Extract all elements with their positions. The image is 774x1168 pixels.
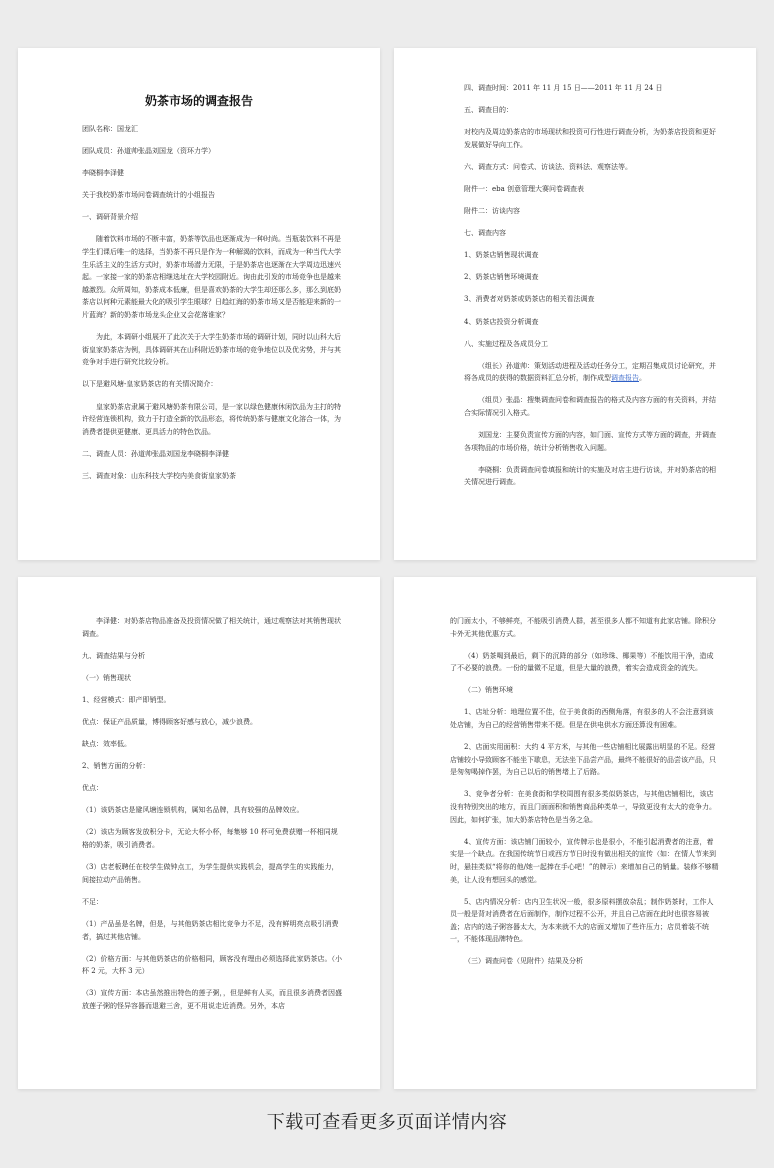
report-subtitle: 关于我校奶茶市场问卷调查统计的小组报告 [82,191,215,200]
attachment-1: 附件一：eba 创意管理大赛问卷调查表 [464,184,585,193]
shortcomings-label: 不足： [82,897,103,906]
team-members: 团队成员：孙道帅张晶刘国龙（资环力学） [82,147,215,156]
model-advantage: 优点：保证产品质量，博得顾客好感与放心，减少浪费。 [82,717,257,726]
member-liu-duty: 刘国龙：主要负责宣传方面的内容，如门面、宣传方式等方面的调查，并调查各项物品的市场价格，统计分析销售收入问题。 [464,431,716,452]
survey-content-heading: 七、调查内容 [464,229,506,238]
page-1-body [82,123,344,482]
content-item-2: 2、奶茶店销售环境调查 [464,273,539,282]
shortcoming-3-cont: 的门面太小，不够鲜亮，不能吸引消费人群，甚至很多人都不知道有此家店铺。除积分卡外无其他优惠方式。 [450,617,716,638]
results-heading: 九、调查结果与分析 [82,651,145,660]
competitor-analysis: 3、竞争者分析：在美食街和学校周围有很多类似奶茶店，与其他店铺相比，该店没有特别突出的地方，而且门面面积和销售商品种类单一，导致更没有太大的竞争力。因此，如何扩张，加大奶茶店特色是当务之急。 [450,790,716,824]
shop-area-analysis: 2、店面实用面积：大约 4 平方米，与其他一些店铺相比展露出明显的不足。经营店铺较小导致顾客不能坐下歇息，无法坐下品尝产品，最终不能很好的品尝该产品，只是匆匆喝掉作罢，为自己以后的销售堵上了后路。 [450,743,716,777]
section-heading-background: 一、调研背景介绍 [82,213,138,222]
intro-heading: 以下是避风塘-皇家奶茶店的有关情况简介： [82,380,218,389]
shop-intro-paragraph: 皇家奶茶店隶属于避风塘奶茶有限公司，是一家以绿色健康休闲饮品为主打的特许经营连锁机构，致力于打造全新的饮品形态，将传统奶茶与健康文化溶合一体，为消费者提供更健康、更具活力的特色饮品。 [82,402,341,436]
leader-duty [464,360,720,385]
plan-paragraph: 为此，本调研小组展开了此次关于大学生奶茶市场的调研计划，同时以山科大后街皇家奶茶店为例，具体调研其在山科附近奶茶市场的竞争地位以及优劣势，并与其竞争对手进行研究比较分析。 [82,333,341,367]
store-condition-analysis: 5、店内情况分析：店内卫生状况一般，很多原料摆放杂乱；制作奶茶时，工作人员一般是背对消费者在后面制作，制作过程不公开，并且自己店面在此时也很容易被盖；店内的选子粥容器太大，为本来就不大的店面又增加了些许压力；店员着装不统一，不能体现品牌特色。 [450,897,714,944]
shortcoming-3: （3）宣传方面：本店虽然推出特色的莲子粥，，但是鲜有人买，而且很多消费者因盛放莲子粥的怪异容器而退避三舍，更不用说走近消费。另外，本店 [82,989,342,1010]
document-title: 奶茶市场的调查报告 [144,94,253,108]
document-page-2 [394,48,756,560]
advantage-2: （2）该店为顾客发放积分卡，无论大杯小杯，每集够 10 杯可免费获赠一杯相同规格的奶茶，吸引消费者。 [82,828,338,850]
promotion-analysis: 4、宣传方面：该店铺门面较小，宣传牌示也是很小，不能引起消费者的注意，着实是一个缺点。在我国传统节日或西方节日时没有做出相关的宣传（如：在情人节来到时，悬挂类似“将你的他/她一起捧在手心吧！”的牌示）来增加自己的销量。装修不够精美，让人没有想回头的感觉。 [450,837,719,884]
team-members-cont: 李晓桐李泽健 [82,169,124,178]
content-item-1: 1、奶茶店销售现状调查 [464,251,539,260]
member-lize-duty: 李泽健：对奶茶店物品准备及投资情况做了相关统计，通过观察法对其销售现状调查。 [82,617,341,638]
team-name: 团队名称：国龙汇 [82,125,138,133]
content-item-3: 3、消费者对奶茶或奶茶店的相关看法调查 [464,295,595,304]
location-analysis: 1、店址分析：地理位置不佳，位于美食街的西侧角落，有很多的人不会注意到该处店铺，为自己的经营销售带来不便。但是在供电供水方面还算没有困难。 [450,708,714,730]
download-more-caption[interactable]: 下载可查看更多页面详情内容 [266,1112,508,1133]
page-4-body [450,615,720,968]
advantages-label: 优点： [82,784,103,793]
survey-staff: 二、调查人员：孙道帅张晶刘国龙李晓桐李泽健 [82,449,229,458]
advantage-3: （3）店老板聘任在校学生做钟点工，为学生提供实践机会，提高学生的实践能力，间接拉动产品销售。 [82,863,339,884]
shortcoming-2: （2）价格方面：与其他奶茶店的价格相同，顾客没有理由必须选择此家奶茶店。（小杯 2 元，大杯 3 元） [82,954,342,976]
document-page-1 [18,48,380,560]
sales-analysis-heading: 2、销售方面的分析： [82,762,150,771]
questionnaire-heading: （三）调查问卷（见附件）结果及分析 [464,957,583,966]
page-3-body [82,615,344,1012]
survey-purpose-text: 对校内及周边奶茶店的市场现状和投资可行性进行调查分析，为奶茶店投资和更好发展做好导向工作。 [464,128,716,149]
division-heading: 八、实施过程及各成员分工 [464,339,548,348]
member-zhang-duty: （组员）张晶：搜集调查问卷和调查报告的格式及内容方面的有关资料，并结合实际情况引入格式。 [464,396,716,417]
background-paragraph: 随着饮料市场的不断丰富，奶茶等饮品也逐渐成为一种时尚。当瓶装饮料不再是学生们课后唯一的选择，当奶茶不再只是作为一种解渴的饮料，而成为一种当代大学生乐活主义的生活方式时，奶茶市场潜力无限，于是奶茶店也逐渐在大学周边迅速兴起。一家接一家的奶茶店相继选址在大学校园附近。询由此引发的市场竞争也是越来越激烈。众所周知，奶茶成本低廉，但是喜欢奶茶的大学生却还那么多，那么到底奶茶店以何种元素能最大化的吸引学生眼球？日趋红海的奶茶市场又是否能迎来新的一片蓝海？新的奶茶市场龙头企业又会花落谁家？ [82,235,341,320]
shortcoming-4: （4）奶茶喝到最后，剩下的沉降的部分（如珍珠、椰果等）不能饮用干净，造成了不必要的浪费。一份的量微不足道，但是大量的浪费，着实会造成资金的流失。 [450,651,714,673]
member-li-duty: 李晓桐：负责调查问卷填报和统计的实施及对店主进行访谈，并对奶茶店的相关情况进行调查。 [464,465,716,487]
document-page-4 [394,577,756,1089]
leader-duty-text: （组长）孙道帅：策划活动进程及活动任务分工，定期召集成员讨论研究，并将各成员的获得的数据资料汇总分析，制作成型 [464,361,716,383]
business-model: 1、经营模式：即产即销型。 [82,695,171,704]
leader-duty-tail: 。 [639,374,646,383]
survey-purpose-heading: 五、调查目的： [464,106,513,115]
shortcoming-1: （1）产品虽是名牌，但是，与其他奶茶店相比竞争力不足，没有鲜明亮点吸引消费者，搞过其他店铺。 [82,919,339,941]
advantage-1: （1）该奶茶店是避风塘连锁机构，属知名品牌，具有较强的品牌效应。 [82,806,304,815]
sales-status-heading: （一）销售现状 [82,673,131,682]
content-item-4: 4、奶茶店投资分析调查 [464,317,539,326]
survey-report-link[interactable]: 调查报告 [611,374,639,383]
survey-target: 三、调查对象：山东科技大学校内美食街皇家奶茶 [82,471,236,480]
page-2-body [464,82,720,489]
attachment-2: 附件二：访谈内容 [464,207,520,216]
model-disadvantage: 缺点：效率低。 [82,740,131,749]
sales-environment-heading: （二）销售环境 [464,686,513,695]
survey-time: 四、调查时间：2011 年 11 月 15 日——2011 年 11 月 24 日 [464,84,663,92]
survey-method: 六、调查方式：问卷式、访谈法、资料法、观察法等。 [464,162,632,171]
document-page-3 [18,577,380,1089]
